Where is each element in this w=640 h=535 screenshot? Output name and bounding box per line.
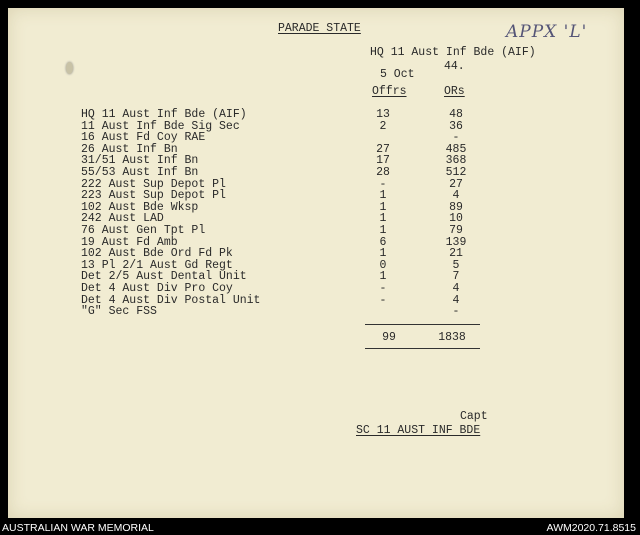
offrs-value: 13 bbox=[376, 108, 390, 121]
ors-value: - bbox=[452, 305, 460, 319]
unit-name: 223 Aust Sup Depot Pl bbox=[81, 189, 226, 203]
unit-name: Det 4 Aust Div Postal Unit bbox=[81, 293, 261, 307]
offrs-value: 1 bbox=[379, 224, 387, 237]
ors-value: 5 bbox=[452, 258, 460, 272]
unit-name: 11 Aust Inf Bde Sig Sec bbox=[81, 119, 240, 133]
table-row bbox=[8, 305, 624, 318]
ors-value: 48 bbox=[449, 108, 463, 121]
total-offrs: 99 bbox=[382, 331, 396, 344]
offrs-value: 17 bbox=[376, 154, 390, 168]
column-header-ors: ORs bbox=[444, 85, 465, 98]
ors-value: 512 bbox=[445, 166, 467, 179]
offrs-value: - bbox=[379, 293, 387, 307]
ors-value: - bbox=[452, 131, 460, 145]
footer-accession-number: AWM2020.71.8515 bbox=[546, 522, 636, 534]
unit-name: "G" Sec FSS bbox=[81, 305, 157, 319]
unit-name: 26 Aust Inf Bn bbox=[81, 142, 178, 156]
offrs-value: 1 bbox=[379, 247, 387, 261]
unit-name: 102 Aust Bde Wksp bbox=[81, 200, 199, 214]
offrs-value: 1 bbox=[379, 212, 387, 226]
signature-rank: Capt bbox=[460, 410, 488, 423]
column-header-offrs: Offrs bbox=[372, 85, 407, 98]
ors-value: 10 bbox=[449, 212, 463, 226]
ors-value: 36 bbox=[449, 119, 463, 133]
unit-name: 19 Aust Fd Amb bbox=[81, 235, 178, 249]
unit-name: 16 Aust Fd Coy RAE bbox=[81, 131, 206, 145]
date-day-month: 5 Oct bbox=[380, 68, 415, 81]
offrs-value: 0 bbox=[379, 258, 387, 272]
date-year: 44. bbox=[444, 60, 465, 73]
signature-unit: SC 11 AUST INF BDE bbox=[356, 424, 481, 437]
unit-name: 55/53 Aust Inf Bn bbox=[81, 166, 199, 179]
unit-name: 242 Aust LAD bbox=[81, 212, 164, 226]
unit-name: Det 2/5 Aust Dental Unit bbox=[81, 270, 247, 284]
ors-value: 27 bbox=[449, 177, 463, 191]
unit-name: 13 Pl 2/1 Aust Gd Regt bbox=[81, 258, 233, 272]
ors-value: 368 bbox=[445, 154, 467, 168]
offrs-value: - bbox=[379, 282, 387, 295]
ors-value: 21 bbox=[449, 247, 463, 261]
ors-value: 485 bbox=[445, 142, 467, 156]
offrs-value: 27 bbox=[376, 142, 390, 156]
ors-value: 89 bbox=[449, 200, 463, 214]
unit-heading: HQ 11 Aust Inf Bde (AIF) bbox=[370, 46, 536, 59]
unit-name: 222 Aust Sup Depot Pl bbox=[81, 177, 226, 191]
ors-value: 4 bbox=[452, 293, 460, 307]
unit-name: HQ 11 Aust Inf Bde (AIF) bbox=[81, 108, 247, 121]
offrs-value: 2 bbox=[379, 119, 387, 133]
unit-name: Det 4 Aust Div Pro Coy bbox=[81, 282, 233, 295]
offrs-value: 1 bbox=[379, 200, 387, 214]
ors-value: 139 bbox=[445, 235, 467, 249]
offrs-value: 28 bbox=[376, 166, 390, 179]
appendix-mark: APPX 'L' bbox=[506, 22, 588, 42]
offrs-value: 1 bbox=[379, 189, 387, 203]
total-rule-top bbox=[365, 324, 480, 325]
ors-value: 79 bbox=[449, 224, 463, 237]
unit-name: 31/51 Aust Inf Bn bbox=[81, 154, 199, 168]
ors-value: 4 bbox=[452, 282, 460, 295]
offrs-value: 1 bbox=[379, 270, 387, 284]
total-rule-bottom bbox=[365, 348, 480, 349]
document-page bbox=[8, 8, 624, 518]
footer-credit: AUSTRALIAN WAR MEMORIAL bbox=[2, 522, 154, 534]
offrs-value: 6 bbox=[379, 235, 387, 249]
document-title: PARADE STATE bbox=[278, 22, 361, 35]
total-ors: 1838 bbox=[438, 331, 466, 344]
unit-name: 76 Aust Gen Tpt Pl bbox=[81, 224, 206, 237]
unit-name: 102 Aust Bde Ord Fd Pk bbox=[81, 247, 233, 261]
ors-value: 4 bbox=[452, 189, 460, 203]
ors-value: 7 bbox=[452, 270, 460, 284]
offrs-value: - bbox=[379, 177, 387, 191]
punch-hole bbox=[66, 62, 73, 74]
